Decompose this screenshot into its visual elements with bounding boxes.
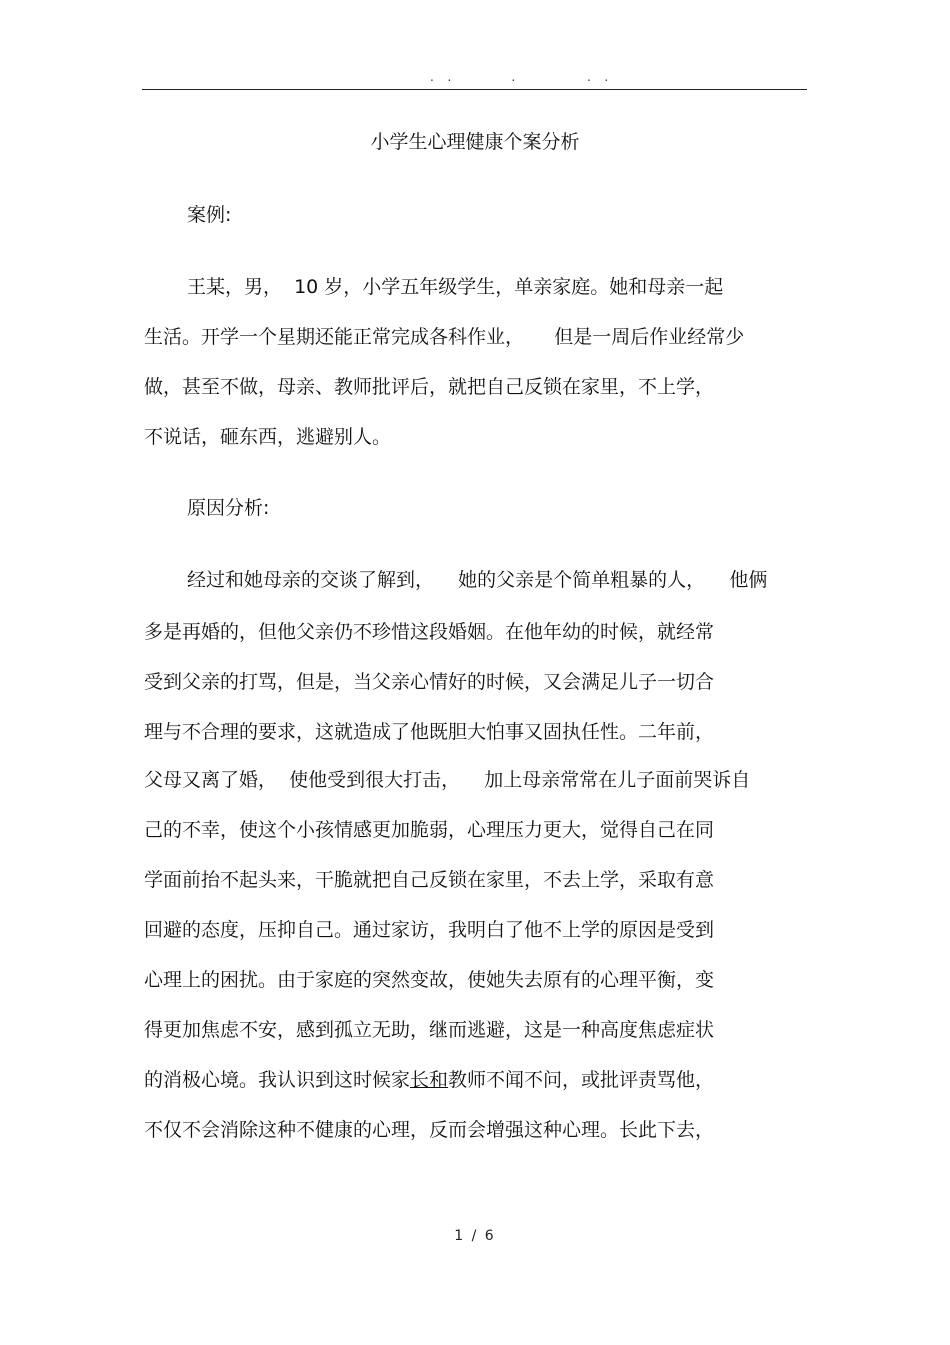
- text-after-underline: 教师不闻不问，或批评责骂他，: [448, 1069, 715, 1091]
- cause-line: 受到父亲的打骂，但是，当父亲心情好的时候，又会满足儿子一切合: [144, 671, 715, 693]
- cause-line: 父母又离了婚， 使他受到很大打击， 加上母亲常常在儿子面前哭诉自: [144, 769, 751, 791]
- case-heading: 案例:: [187, 204, 232, 226]
- text-before-underline: 的消极心境。我认识到这时候家: [144, 1069, 411, 1091]
- cause-line: 不仅不会消除这种不健康的心理，反而会增强这种心理。长此下去，: [144, 1119, 715, 1141]
- cause-line-underlined: [144, 1067, 714, 1093]
- case-line: 生活。开学一个星期还能正常完成各科作业， 但是一周后作业经常少: [144, 326, 745, 348]
- document-title: 小学生心理健康个案分析: [370, 131, 580, 153]
- header-rule: [142, 89, 807, 90]
- cause-heading: 原因分析:: [187, 497, 270, 519]
- case-line: 不说话，砸东西，逃避别人。: [144, 426, 392, 448]
- cause-line: 心理上的困扰。由于家庭的突然变故，使她失去原有的心理平衡，变: [144, 969, 715, 991]
- case-line: 做，甚至不做，母亲、教师批评后，就把自己反锁在家里，不上学，: [144, 376, 715, 398]
- case-line: 王某，男， 10 岁，小学五年级学生，单亲家庭。她和母亲一起: [187, 276, 724, 298]
- page-number: 1 / 6: [454, 1228, 496, 1244]
- cause-line: 得更加焦虑不安，感到孤立无助，继而逃避，这是一种高度焦虑症状: [144, 1019, 715, 1041]
- cause-line: 学面前抬不起头来，干脆就把自己反锁在家里，不去上学，采取有意: [144, 869, 715, 891]
- cause-line: 回避的态度，压抑自己。通过家访，我明白了他不上学的原因是受到: [144, 919, 715, 941]
- underlined-text: 长和: [410, 1069, 449, 1091]
- cause-line: 经过和她母亲的交谈了解到， 她的父亲是个简单粗暴的人， 他俩: [187, 569, 768, 591]
- cause-line: 多是再婚的，但他父亲仍不珍惜这段婚姻。在他年幼的时候，就经常: [144, 621, 715, 643]
- cause-line: 理与不合理的要求，这就造成了他既胆大怕事又固执任性。二年前，: [144, 721, 715, 743]
- header-dots: . . . . .: [430, 70, 611, 84]
- cause-line: 己的不幸，使这个小孩情感更加脆弱，心理压力更大，觉得自己在同: [144, 819, 715, 841]
